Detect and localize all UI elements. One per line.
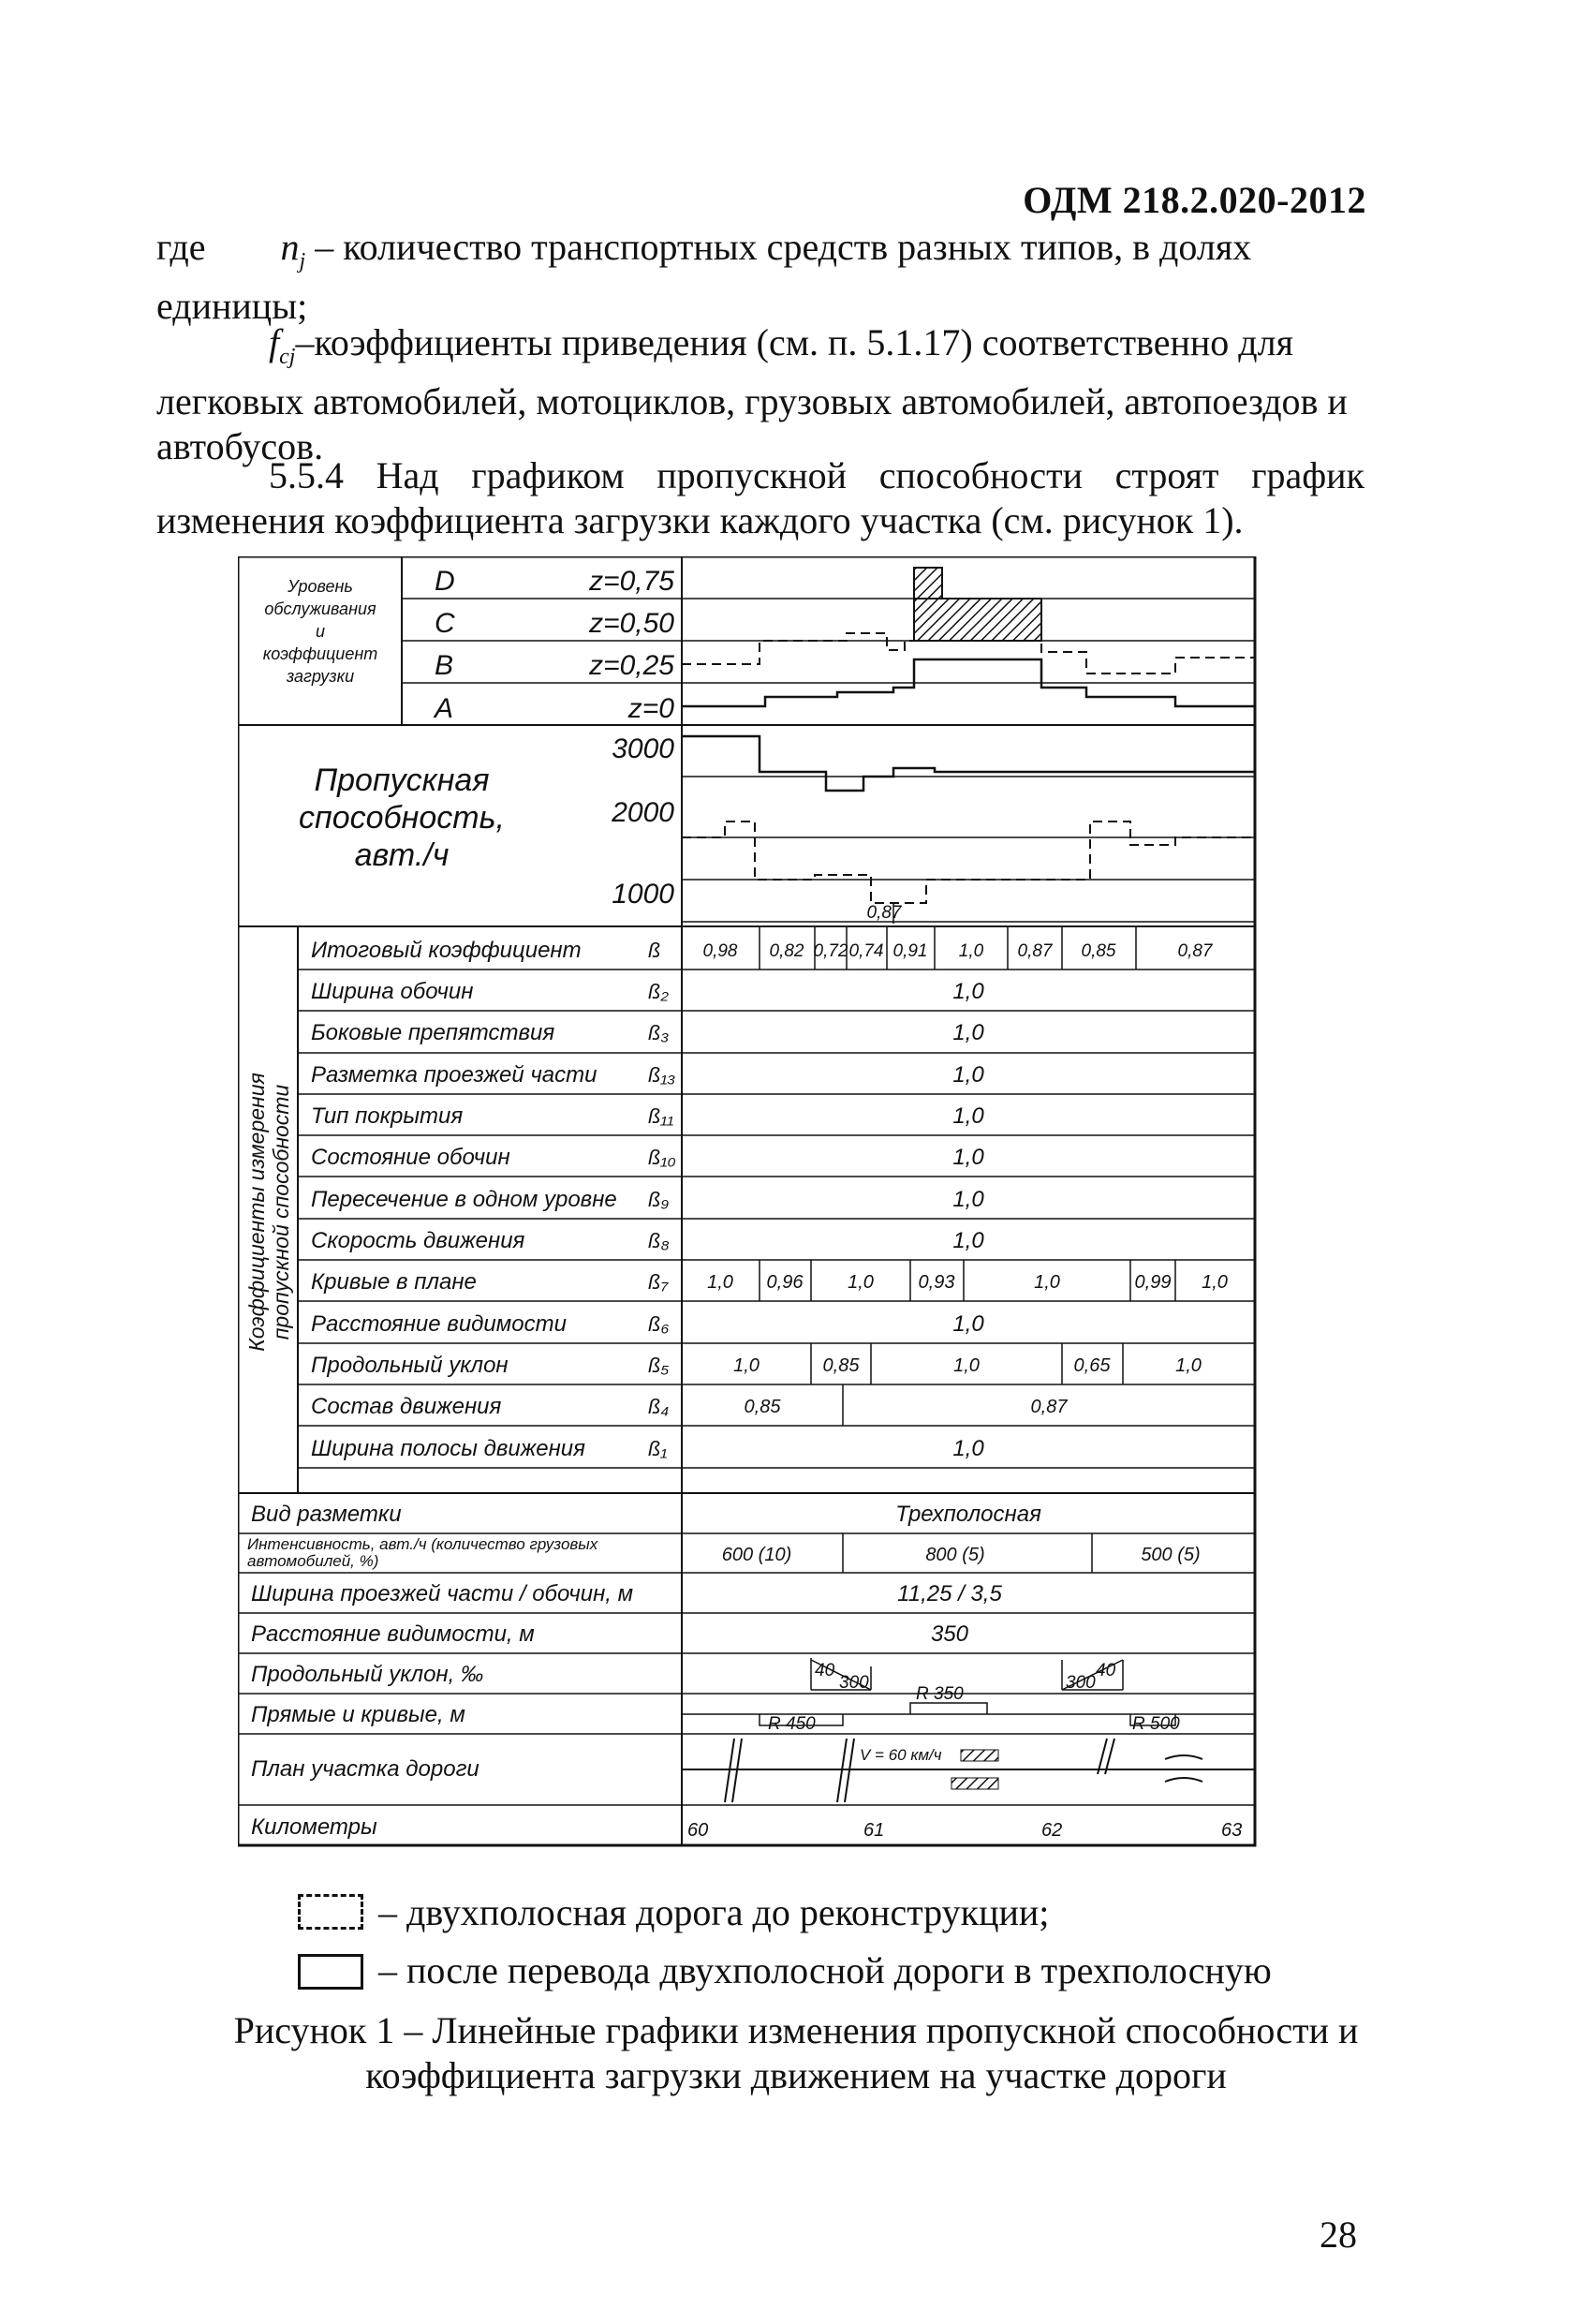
capacity-tick-3000: 3000	[612, 733, 674, 764]
hatch-region-lower	[914, 599, 1041, 641]
capacity-title-3: авт./ч	[354, 837, 450, 873]
grade-value-2: 40	[1096, 1661, 1116, 1680]
coef-sym-6: ß₆	[648, 1312, 670, 1336]
capacity-title-2: способность,	[299, 800, 505, 836]
var-f-sub: cj	[279, 345, 296, 369]
curve-r500: R 500	[1132, 1714, 1180, 1734]
road-plan-hatch-1	[961, 1750, 998, 1761]
grade-cell-1: 1,0	[733, 1355, 760, 1376]
los-title-3: и	[315, 622, 326, 641]
coef-label-speed: Скорость движения	[311, 1228, 525, 1253]
legend-dashed-text: – двухполосная дорога до реконструкции;	[378, 1891, 1050, 1933]
composition-cell-1: 0,85	[744, 1397, 781, 1417]
grade-length-2: 300	[1066, 1673, 1096, 1693]
grade-cell-3: 1,0	[953, 1355, 980, 1376]
total-cell-7: 0,87	[1017, 941, 1053, 961]
page-number: 28	[1320, 2213, 1357, 2256]
coef-label-shoulder-width: Ширина обочин	[311, 979, 474, 1004]
road-plan-label: План участка дороги	[251, 1756, 479, 1782]
coef-label-surface: Тип покрытия	[311, 1103, 464, 1129]
coef-label-lane-width: Ширина полосы движения	[311, 1436, 585, 1461]
capacity-note: 0,87	[866, 903, 902, 923]
capacity-title-1: Пропускная	[314, 762, 490, 798]
grade-cell-4: 0,65	[1073, 1355, 1111, 1376]
coef-sym-total: ß	[648, 939, 661, 962]
coef-sym-13: ß₁₃	[648, 1063, 676, 1087]
carriageway-width-label: Ширина проезжей части / обочин, м	[251, 1581, 634, 1606]
curves-cell-7: 1,0	[1202, 1272, 1228, 1293]
total-cell-2: 0,82	[769, 941, 804, 961]
intensity-label: Интенсивность, авт./ч (количество грузовых автомобилей, %)	[247, 1535, 598, 1570]
legend-solid-swatch	[298, 1954, 363, 1990]
coef-label-visibility: Расстояние видимости	[311, 1311, 567, 1337]
shoulder-state-value: 1,0	[952, 1145, 984, 1170]
level-C-z: z=0,50	[589, 608, 674, 639]
curves-cell-6: 0,99	[1134, 1272, 1172, 1293]
level-D-z: z=0,75	[589, 566, 674, 597]
coef-sym-9: ß₉	[648, 1188, 670, 1211]
grade-length-1: 300	[839, 1673, 869, 1693]
coef-label-total: Итоговый коэффициент	[311, 938, 582, 963]
coef-sym-4: ß₄	[648, 1395, 670, 1418]
km-60: 60	[687, 1820, 709, 1841]
coef-label-shoulder-state: Состояние обочин	[311, 1145, 510, 1170]
var-n: n	[280, 226, 300, 268]
total-cell-9: 0,87	[1177, 941, 1213, 961]
coef-sym-7: ß₇	[648, 1270, 669, 1294]
caption-line-1: Рисунок 1 – Линейные графики изменения пропускной способности и	[233, 2009, 1359, 2051]
marking-type-label: Вид разметки	[251, 1502, 402, 1527]
coef-sym-11: ß₁₁	[648, 1104, 674, 1128]
paragraph-fcj	[156, 320, 1364, 469]
coef-title-1: Коэффициенты измерения	[244, 1073, 269, 1352]
total-cell-4: 0,74	[848, 941, 884, 961]
figure-table	[238, 556, 1259, 1849]
level-D: D	[435, 566, 455, 597]
los-title-4: коэффициент	[262, 644, 378, 663]
capacity-tick-2000: 2000	[612, 797, 674, 828]
grade-cell-5: 1,0	[1175, 1355, 1202, 1376]
document-code: ОДМ 218.2.020-2012	[1023, 179, 1366, 221]
nj-definition: – количество транспортных средств разных типов, в долях единицы;	[156, 226, 1252, 327]
total-cell-3: 0,72	[813, 941, 848, 961]
caption-line-2: коэффициента загрузки движением на участке дороги	[365, 2054, 1227, 2096]
intensity-cell-1: 600 (10)	[721, 1545, 792, 1565]
lane-width-value: 1,0	[952, 1436, 984, 1461]
total-cell-1: 0,98	[702, 941, 738, 961]
fcj-definition: –коэффициенты приведения (см. п. 5.1.17) соответственно для легковых автомобилей, мотоциклов, грузовых автомобилей, автопоездов и автобусов.	[156, 321, 1348, 467]
shoulder-width-value: 1,0	[952, 979, 984, 1004]
coef-label-composition: Состав движения	[311, 1394, 502, 1419]
coef-sym-8: ß₈	[648, 1229, 670, 1252]
kilometers-label: Километры	[251, 1814, 377, 1840]
intensity-cell-2: 800 (5)	[925, 1545, 985, 1565]
capacity-line-after	[682, 736, 1255, 791]
los-title-5: загрузки	[286, 667, 355, 686]
grade-cell-2: 0,85	[822, 1355, 860, 1376]
curves-cell-5: 1,0	[1034, 1272, 1060, 1293]
capacity-tick-1000: 1000	[612, 879, 674, 910]
total-cell-5: 0,91	[892, 941, 928, 961]
grade-value-1: 40	[815, 1661, 835, 1680]
coef-sym-2: ß₂	[648, 980, 669, 1003]
curves-row-dividers	[760, 1260, 1175, 1301]
curve-r450: R 450	[768, 1714, 816, 1734]
road-plan-drawing	[682, 1739, 1255, 1802]
capacity-line-before	[682, 822, 1255, 903]
var-f: f	[269, 321, 280, 363]
coef-label-side-obstacles: Боковые препятствия	[311, 1020, 555, 1045]
figure-caption	[122, 2008, 1470, 2098]
total-cell-8: 0,85	[1081, 941, 1116, 961]
los-title-1: Уровень	[288, 577, 353, 596]
word-where: где	[156, 226, 206, 268]
level-B-z: z=0,25	[589, 650, 674, 681]
visibility-distance-label: Расстояние видимости, м	[251, 1621, 535, 1647]
legend-dashed-swatch	[298, 1894, 363, 1930]
carriageway-width-value: 11,25 / 3,5	[897, 1581, 1002, 1606]
road-plan-hatch-2	[951, 1778, 998, 1789]
curves-cell-3: 1,0	[848, 1272, 874, 1293]
level-A-z: z=0	[627, 693, 674, 724]
coef-label-grade: Продольный уклон	[311, 1353, 509, 1378]
intersection-value: 1,0	[952, 1187, 984, 1212]
visibility-value: 1,0	[952, 1311, 984, 1337]
visibility-distance-value: 350	[930, 1621, 969, 1647]
coef-sym-3: ß₃	[648, 1021, 670, 1044]
coef-label-intersection: Пересечение в одном уровне	[311, 1187, 617, 1212]
curves-cell-2: 0,96	[766, 1272, 804, 1293]
km-61: 61	[863, 1820, 885, 1841]
km-62: 62	[1041, 1820, 1063, 1841]
level-B: B	[435, 650, 454, 681]
coef-sym-10: ß₁₀	[648, 1146, 676, 1169]
los-title-2: обслуживания	[264, 600, 376, 618]
paragraph-nj	[156, 225, 1364, 329]
speed-value: 1,0	[952, 1228, 984, 1253]
composition-cell-2: 0,87	[1030, 1397, 1068, 1417]
hatch-region-upper	[914, 568, 942, 599]
surface-value: 1,0	[952, 1103, 984, 1129]
curves-label: Прямые и кривые, м	[251, 1702, 465, 1727]
grade-label: Продольный уклон, ‰	[251, 1662, 483, 1687]
curve-r350: R 350	[916, 1684, 964, 1704]
road-plan-speed: V = 60 км/ч	[860, 1746, 942, 1764]
legend-solid-text: – после перевода двухполосной дороги в трехполосную	[378, 1949, 1272, 1991]
intensity-cell-3: 500 (5)	[1141, 1545, 1201, 1565]
coef-sym-5: ß₅	[648, 1354, 670, 1377]
total-cell-6: 1,0	[958, 941, 984, 961]
coef-label-marking: Разметка проезжей части	[311, 1062, 597, 1088]
level-A: A	[435, 693, 454, 724]
curves-cell-1: 1,0	[707, 1272, 733, 1293]
marking-type-value: Трехполосная	[895, 1502, 1041, 1527]
var-n-sub: j	[299, 249, 306, 274]
level-C: C	[435, 608, 455, 639]
coef-label-curves: Кривые в плане	[311, 1269, 477, 1295]
marking-value: 1,0	[952, 1062, 984, 1088]
paragraph-554: 5.5.4 Над графиком пропускной способности строят график изменения коэффициента загрузки каждого участка (см. рисунок 1).	[156, 454, 1364, 541]
coef-sym-1: ß₁	[648, 1437, 668, 1460]
side-obstacles-value: 1,0	[952, 1020, 984, 1045]
coef-title-2: пропускной способности	[269, 1084, 293, 1340]
km-63: 63	[1221, 1820, 1243, 1841]
curves-cell-4: 0,93	[918, 1272, 955, 1293]
